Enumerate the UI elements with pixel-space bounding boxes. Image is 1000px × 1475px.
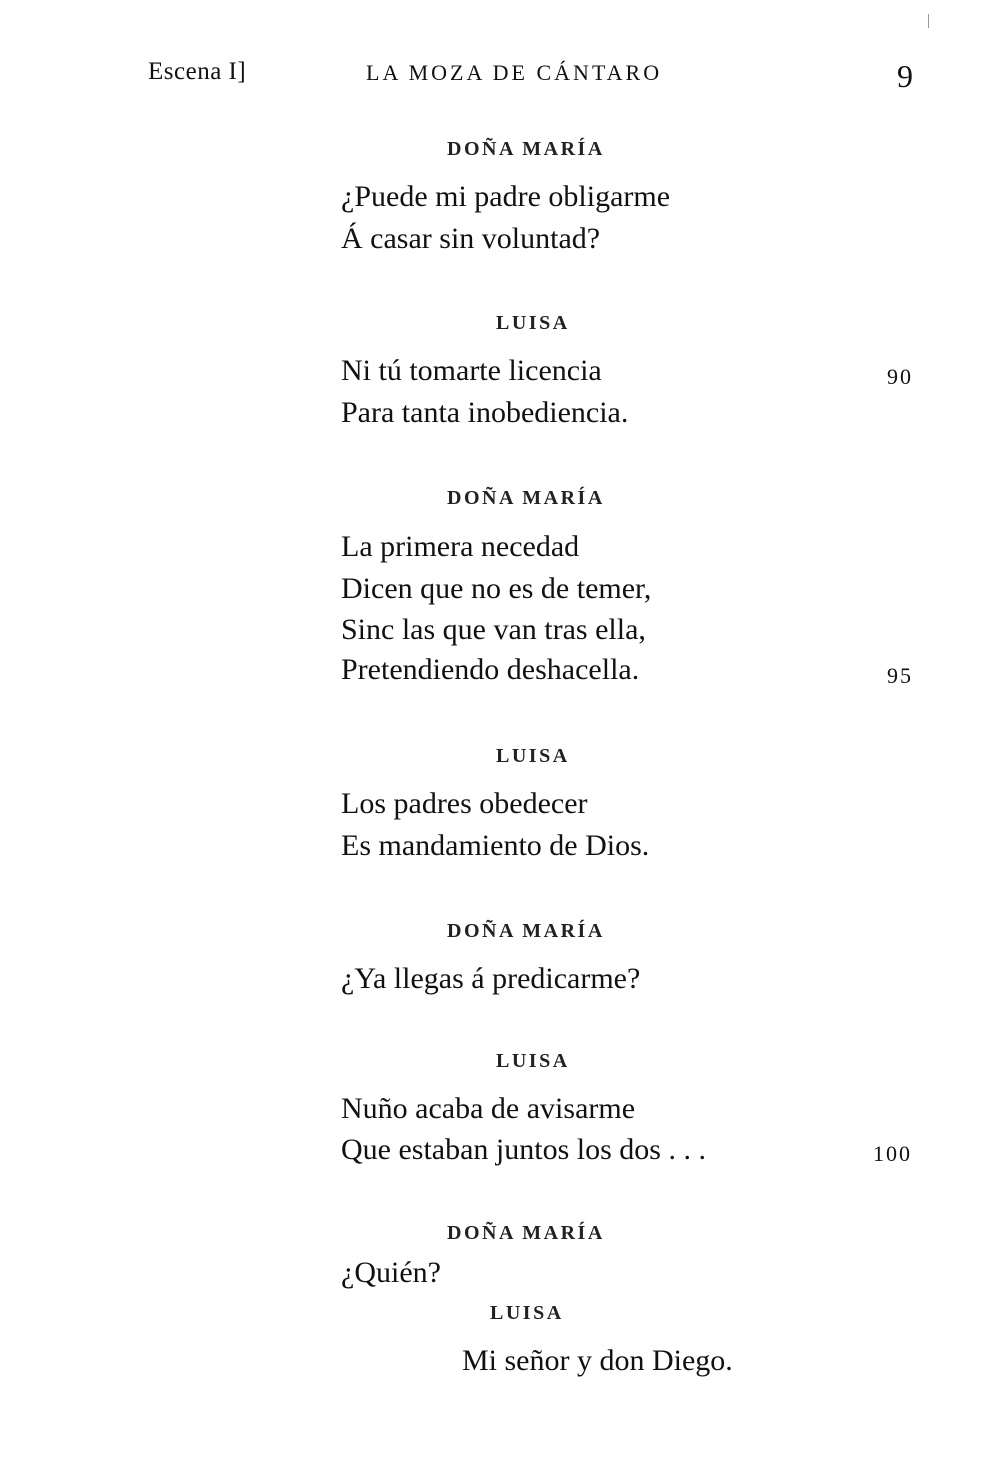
speaker-name: DOÑA MARÍA	[447, 1222, 605, 1244]
verse-line: Ni tú tomarte licencia	[341, 354, 602, 387]
verse-line: Pretendiendo deshacella.	[341, 653, 640, 686]
line-number: 95	[887, 663, 913, 688]
verse-line: Sinc las que van tras ella,	[341, 613, 646, 646]
speaker-name: DOÑA MARÍA	[447, 138, 605, 160]
speaker-name: DOÑA MARÍA	[447, 920, 605, 942]
verse-line: ¿Quién?	[341, 1256, 441, 1289]
line-number: 100	[873, 1141, 912, 1166]
line-number: 90	[887, 364, 913, 389]
page-number: 9	[897, 58, 913, 94]
verse-line: Que estaban juntos los dos . . .	[341, 1133, 706, 1166]
speaker-name: LUISA	[496, 1050, 570, 1072]
verse-line: Los padres obedecer	[341, 787, 588, 820]
verse-line: Nuño acaba de avisarme	[341, 1092, 636, 1125]
scene-heading: Escena I]	[148, 58, 247, 85]
speaker-name: DOÑA MARÍA	[447, 487, 605, 509]
verse-line: ¿Puede mi padre obligarme	[341, 180, 671, 213]
running-title: LA MOZA DE CÁNTARO	[366, 60, 663, 85]
verse-line: Mi señor y don Diego.	[462, 1344, 733, 1377]
margin-mark	[928, 14, 929, 28]
verse-line: Es mandamiento de Dios.	[341, 829, 650, 862]
verse-line: ¿Ya llegas á predicarme?	[341, 962, 641, 995]
verse-line: Á casar sin voluntad?	[341, 222, 601, 255]
verse-line: La primera necedad	[341, 530, 580, 563]
speaker-name: LUISA	[490, 1302, 564, 1324]
speaker-name: LUISA	[496, 745, 570, 767]
verse-line: Para tanta inobediencia.	[341, 396, 629, 429]
speaker-name: LUISA	[496, 312, 570, 334]
verse-line: Dicen que no es de temer,	[341, 572, 652, 605]
